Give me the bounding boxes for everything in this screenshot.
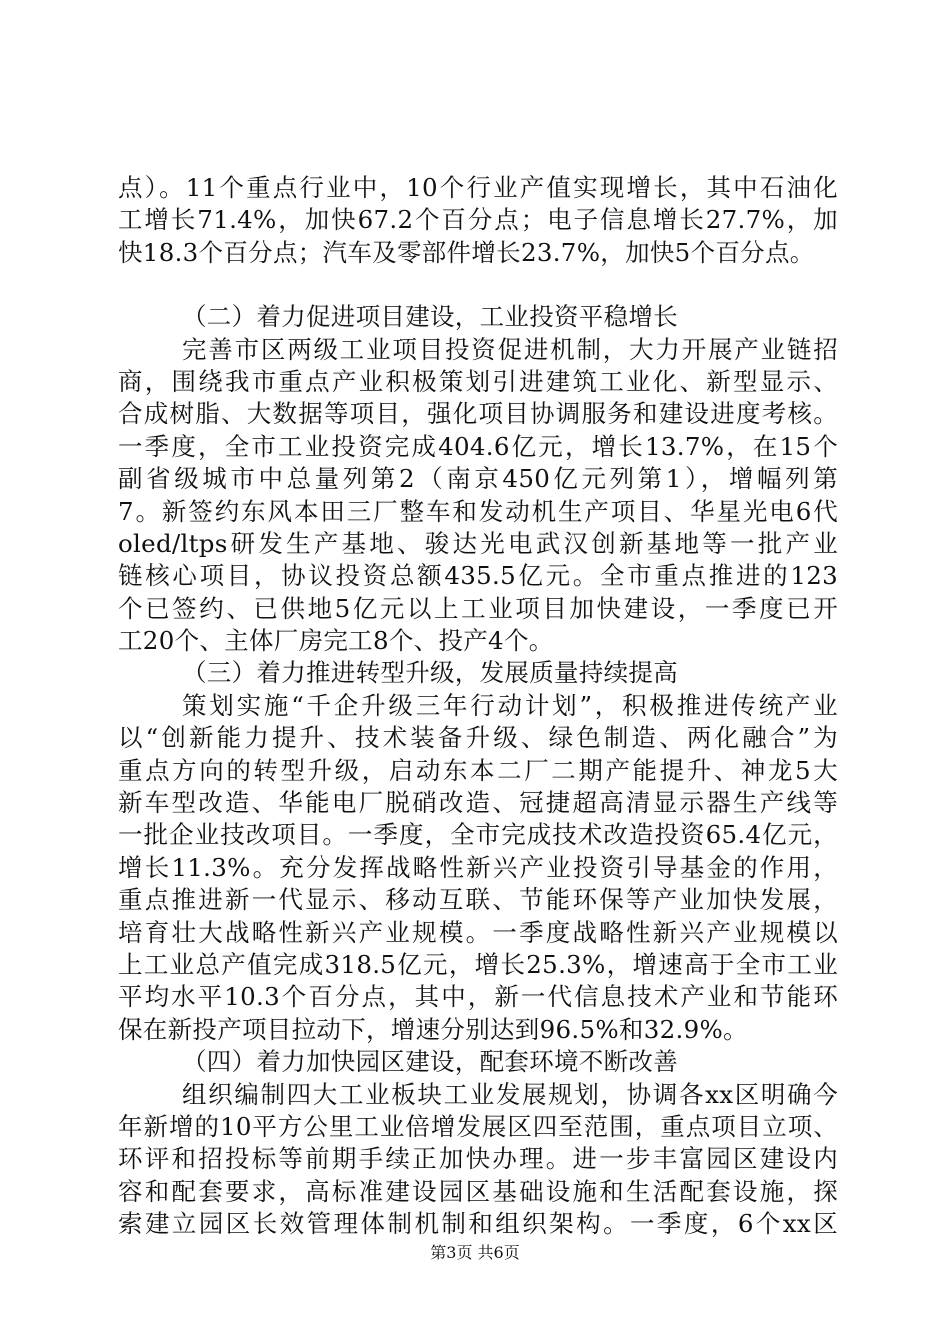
text-line: oled/ltps研发生产基地、骏达光电武汉创新基地等一批产业 bbox=[118, 528, 838, 558]
page-footer: 第3页 共6页 bbox=[430, 1243, 520, 1262]
text-line: 一批企业技改项目。一季度，全市完成技术改造投资65.4亿元， bbox=[118, 820, 838, 850]
text-line: 组织编制四大工业板块工业发展规划，协调各xx区明确今 bbox=[182, 1079, 838, 1109]
text-line: 点）。11个重点行业中，10个行业产值实现增长，其中石油化 bbox=[118, 173, 838, 202]
text-line: 以“创新能力提升、技术装备升级、绿色制造、两化融合”为 bbox=[118, 723, 838, 753]
text-line: 商，围绕我市重点产业积极策划引进建筑工业化、新型显示、 bbox=[118, 366, 838, 396]
text-line: 平均水平10.3个百分点，其中，新一代信息技术产业和节能环 bbox=[118, 982, 838, 1012]
text-line: 重点推进新一代显示、移动互联、节能环保等产业加快发展， bbox=[118, 885, 838, 915]
text-line: 保在新投产项目拉动下，增速分别达到96.5%和32.9%。 bbox=[118, 1014, 748, 1044]
text-line: 合成树脂、大数据等项目，强化项目协调服务和建设进度考核。 bbox=[118, 399, 838, 429]
text-line: 工20个、主体厂房完工8个、投产4个。 bbox=[118, 626, 554, 656]
text-line: 上工业总产值完成318.5亿元，增长25.3%，增速高于全市工业 bbox=[118, 949, 838, 979]
body-text bbox=[118, 172, 838, 1241]
text-line: 培育壮大战略性新兴产业规模。一季度战略性新兴产业规模以 bbox=[118, 917, 838, 947]
text-line: 年新增的10平方公里工业倍增发展区四至范围，重点项目立项、 bbox=[118, 1111, 838, 1141]
section-heading: （四）着力加快园区建设，配套环境不断改善 bbox=[182, 1047, 678, 1077]
text-line: 链核心项目，协议投资总额435.5亿元。全市重点推进的123 bbox=[118, 561, 838, 591]
text-line: 个已签约、已供地5亿元以上工业项目加快建设，一季度已开 bbox=[118, 593, 838, 623]
text-line: 容和配套要求，高标准建设园区基础设施和生活配套设施，探 bbox=[118, 1176, 838, 1206]
paragraph-gap bbox=[118, 269, 838, 301]
text-line: 快18.3个百分点；汽车及零部件增长23.7%，加快5个百分点。 bbox=[118, 237, 815, 267]
text-line: 一季度，全市工业投资完成404.6亿元，增长13.7%，在15个 bbox=[118, 431, 838, 461]
section-heading: （二）着力促进项目建设，工业投资平稳增长 bbox=[182, 302, 678, 332]
text-line: 增长11.3%。充分发挥战略性新兴产业投资引导基金的作用， bbox=[118, 852, 838, 882]
text-line: 索建立园区长效管理体制机制和组织架构。一季度，6个xx区 bbox=[118, 1209, 838, 1239]
text-line: 工增长71.4%，加快67.2个百分点；电子信息增长27.7%，加 bbox=[118, 205, 838, 235]
text-line: 完善市区两级工业项目投资促进机制，大力开展产业链招 bbox=[182, 334, 838, 364]
text-line: 策划实施“千企升级三年行动计划”，积极推进传统产业 bbox=[182, 690, 838, 720]
text-line: 副省级城市中总量列第2（南京450亿元列第1），增幅列第 bbox=[118, 464, 838, 494]
text-line: 重点方向的转型升级，启动东本二厂二期产能提升、神龙5大 bbox=[118, 755, 838, 785]
text-line: 环评和招投标等前期手续正加快办理。进一步丰富园区建设内 bbox=[118, 1144, 838, 1174]
section-heading: （三）着力推进转型升级，发展质量持续提高 bbox=[182, 658, 678, 688]
text-line: 新车型改造、华能电厂脱硝改造、冠捷超高清显示器生产线等 bbox=[118, 788, 838, 818]
text-line: 7。新签约东风本田三厂整车和发动机生产项目、华星光电6代 bbox=[118, 496, 838, 526]
